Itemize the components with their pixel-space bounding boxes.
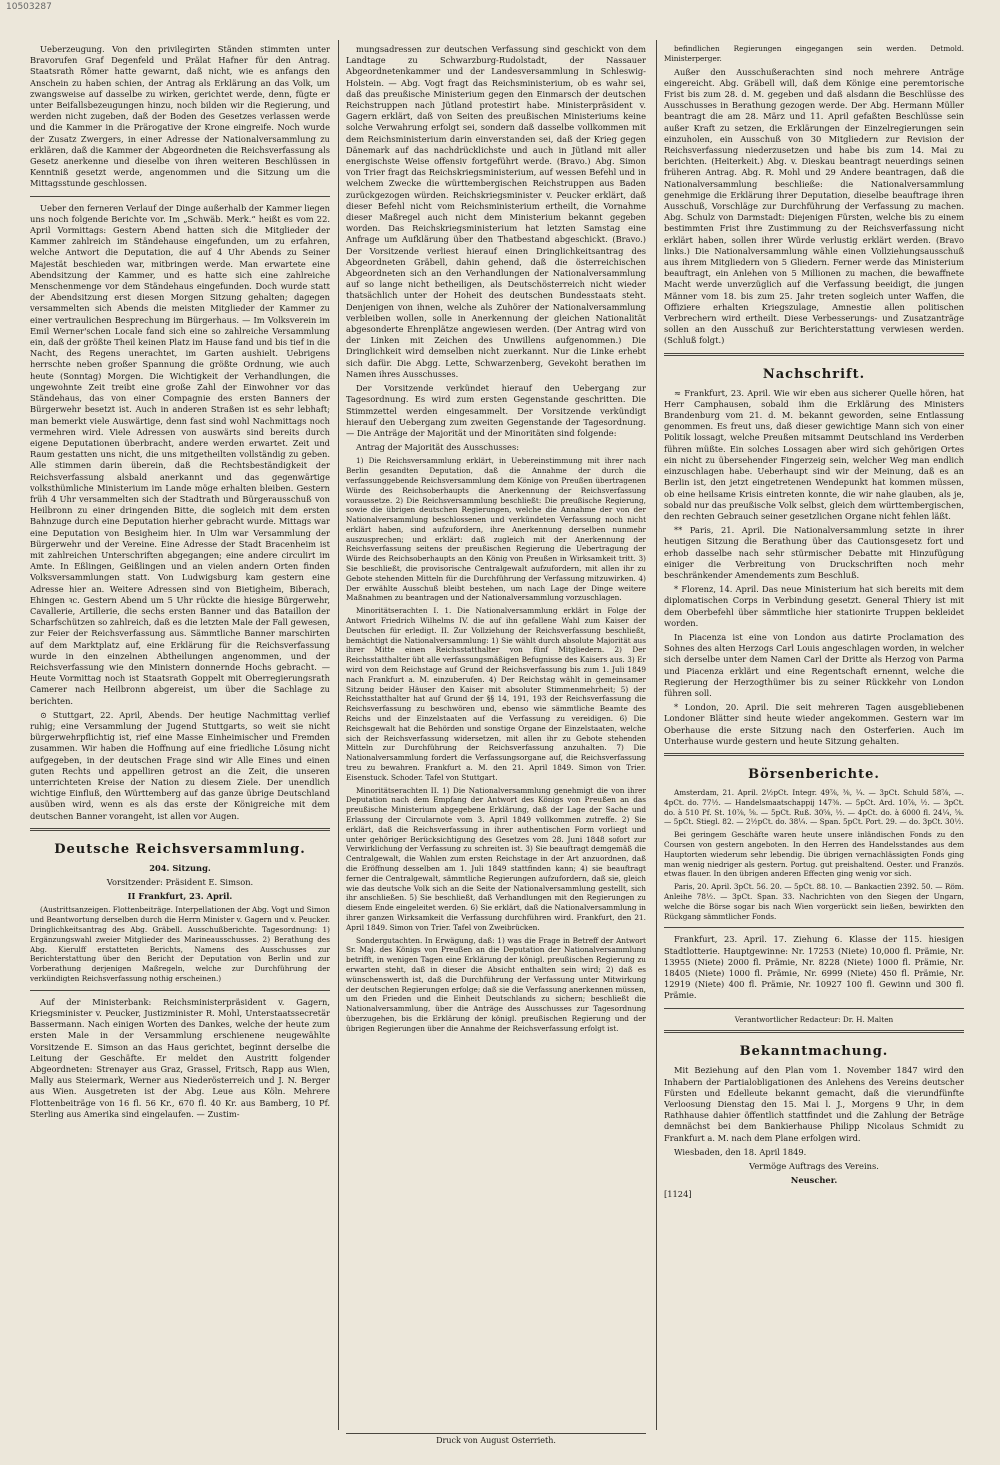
motion-text: Minoritätserachten I. 1. Die Nationalversammlung erklärt in Folge der Antwort Friedrich Wilhelms IV. die auf ihn gefallene Wahl zum Kaiser der Deutschen für erledigt. II. Zur Vollziehung der Reichsverfassung beschließt, bemächtigt die Nationalversammlung: 1) Sie wählt durch absolute Majorität aus ihrer Mitte einen Reichsstatthalter von fünf Mitgliedern. 2) Der Reichsstatthalter übt alle verfassungsmäßigen Befugnisse des Kaisers aus. 3) Er wird von dem Reichstage auf Grund der Reichsverfassung bis zum 1. Juli 1849 nach Frankfurt a. M. einzuberufen. 4) Der Reichstag wählt in gemeinsamer Sitzung beider Häuser den Kaiser mit absoluter Stimmenmehrheit; 5) der Reichsstatthalter hat auf Grund der §§ 14, 191, 193 der Reichsverfassung die Reichsverfassung zu beschwören und, ebenso wie sämmtliche Beamte des Reichs und der Einzelstaaten auf die Verfassung zu vereidigen. 6) Die Reichsgewalt hat die Behörden und sonstige Organe der Einzelstaaten, welche sich der Reichsverfassung widersetzen, mit allen ihr zu Gebote stehenden Mitteln zur Durchführung der Reichsverfassung anzuhalten. 7) Die Nationalversammlung fordert die Verfassungsorgane auf, die Reichsverfassung treu zu bewahren. Frankfurt a. M. den 21. April 1849. Simon von Trier. Eisenstuck. Schoder. Tafel von Stuttgart. (346, 606, 646, 782)
article-paragraph: Antrag der Majorität des Ausschusses: (356, 442, 520, 453)
article-paragraph: Der Vorsitzende verkündet hierauf den Uebergang zur Tagesordnung. Es wird zum ersten Gegenstande geschritten. Die Stimmzettel werden eingesammelt. Der Vorsitzende verkündigt hierauf den Uebergang zum zweiten Gegenstande der Tagesordnung. — Die Anträge der Majorität und der Minoritäten sind folgende: (346, 383, 646, 438)
article-paragraph: Außer den Ausschußerachten sind noch mehrere Anträge eingereicht. Abg. Gräbell will, daß dem Könige eine peremtorische Frist bis zum 28. d. M. gegeben und daß alsdann die Beschlüsse des Ausschusses in Berathung gezogen werde. Der Abg. Hermann Müller beantragt die am 28. März und 11. April gefaßten Beschlüsse sein außer Kraft zu setzen, die Erklärungen der Einzelregierungen sein einzuholen, ein Ausschuß von 30 Mitgliedern zur Revision der Reichsverfassung niederzusetzen und habe bis zum 14. Mai zu berichten. (Heiterkeit.) Abg. v. Dieskau beantragt neuerdings seinen früheren Antrag. Abg. R. Mohl und 29 Andere beantragen, daß die Nationalversammlung beschließe: die Nationalversammlung genehmige die Erklärung ihrer Deputation, dieselbe beauftrage ihren Ausschuß, Vorschläge zur Durchführung der Verfassung zu machen. Abg. Schulz von Darmstadt: Diejenigen Fürsten, welche bis zu einem bestimmten Frist ihre Zustimmung zu der Reichsverfassung nicht erklärt haben, sollen ihrer Würde verlustig erklärt werden. (Bravo links.) Die Nationalversammlung wähle einen Vollziehungsausschuß aus ihrem Mitgliedern von 5 Gliedern. Ferner werde das Ministerium beauftragt, ein Anlehen von 5 Millionen zu machen, die bewaffnete Macht werde unverzüglich auf die Verfassung beeidigt, die jungen Männer vom 18. bis zum 25. Jahr treten sogleich unter Waffen, die Offiziere erhalten Kriegszulage, Amnestie allen politischen Verbrechern wird ertheilt. Diese Verbesserungs- und Zusatzanträge sollen an den Ausschuß zur Berichterstattung verwiesen werden. (Schluß folgt.) (664, 66, 964, 346)
motion-text: Sondergutachten. In Erwägung, daß: 1) was die Frage in Betreff der Antwort Sr. Maj. des Königs von Preußen an die Deputation der Nationalversammlung betrifft, in wenigen Tagen eine Erklärung der königl. preußischen Regierung zu erwarten steht, daß in dieser die Absicht enthalten sein wird; 2) daß es wünschenswerth ist, daß die Durchführung der Verfassung unter Mitwirkung der deutschen Regierungen erfolge; daß sie die Verfassung anerkennen müssen, um den Frieden und die Einheit Deutschlands zu sichern; beschließt die Nationalversammlung, über die Anträge des Ausschusses zur Tagesordnung überzugehen, bis die Erklärung der königl. preußischen Regierung und der übrigen Regierungen über die Annahme der Reichsverfassung erfolgt ist. (346, 935, 646, 1033)
separator (664, 1030, 964, 1033)
president-line: Vorsitzender: Präsident E. Simson. (106, 877, 254, 888)
announcement-text: Mit Beziehung auf den Plan vom 1. November 1847 wird den Inhabern der Partialobligationen des Anlehens des Vereins deutscher Fürsten und Edelleute bekannt gemacht, daß die vierundfünfte Verloosung Dienstag den 15. Mai l. J., Morgens 9 Uhr, in dem Rathhause dahier öffentlich stattfindet und die Zahlung der Beträge demnächst bei dem Bankierhause Philipp Nicolaus Schmidt zu Frankfurt a. M. nach dem Plane erfolgen wird. (664, 1065, 964, 1143)
news-item: * London, 20. April. Die seit mehreren Tagen ausgebliebenen Londoner Blätter sind heute wieder angekommen. Gestern war im Oberhause die erste Sitzung nach den Osterferien. Auch im Unterhause wurde gestern und heute Sitzung gehalten. (664, 702, 964, 746)
dateline: II Frankfurt, 23. April. (127, 891, 233, 902)
news-item: In Piacenza ist eine von London aus datirte Proclamation des Sohnes des alten Herzogs Carl Louis angeschlagen worden, in welcher sich derselbe unter dem Namen Carl der Dritte als Herzog von Parma und Piacenza erklärt und eine Regentschaft ernennt, welche die Regierung der Herzogthümer bis zu seiner Rückkehr von London führen soll. (664, 631, 964, 698)
article-paragraph: Ueberzeugung. Von den privilegirten Ständen stimmten unter Bravorufen Graf Degenfeld und Prälat Hafner für den Antrag. Staatsrath Römer hatte gewarnt, daß nicht, wie es anfangs den Anschein zu haben schien, der Antrag als Erklärung an das Volk, um zwangsweise auf dasselbe zu wirken, gerichtet werde, denn, fügte er unter Beifallsbezeugungen hinzu, noch bilden wir die Regierung, und werden nicht zugeben, daß der Boden des Gesetzes verlassen werde und die Kammer in die Prärogative der Krone eingreife. Noch wurde der Zusatz Zwergers, in einer Adresse der Nationalversammlung zu erklären, daß die Kammer der Abgeordneten die Reichsverfassung als Gesetz anerkenne und dieselbe von ihren weiteren Beschlüssen in Kenntniß gesetzt werde, angenommen und die Sitzung um die Mittagsstunde geschlossen. (30, 44, 330, 189)
separator (664, 753, 964, 756)
article-paragraph: mungsadressen zur deutschen Verfassung sind geschickt von dem Landtage zu Schwarzburg-Rudolstadt, der Nassauer Abgeordnetenkammer und der Landesversammlung in Schleswig-Holstein. — Abg. Vogt fragt das Reichsministerium, ob es wahr sei, daß das preußische Ministerium gegen den Einmarsch der deutschen Reichstruppen nach Jütland protestirt habe. Ministerpräsident v. Gagern erklärt, daß von Seiten des preußischen Ministeriums keine solche Verwahrung erfolgt sei, sondern daß dasselbe vollkommen mit dem Reichsministerium darin einverstanden sei, daß der Krieg gegen Dänemark auf das nachdrücklichste und auch in Jütland mit aller energischste Weise offensiv fortgeführt werde. (Bravo.) Abg. Simon von Trier fragt das Reichskriegsministerium, auf wessen Befehl und in welchem Zwecke die württembergischen Reichstruppen aus Baden zurückgezogen würden. Reichskriegsminister v. Peucker erklärt, daß dieser Befehl nicht vom Reichsministerium ertheilt, die Vornahme dieser Maßregel auch nicht dem Ministerium bekannt gegeben worden. Das Reichskriegsministerium hat letzten Samstag eine Anfrage um Aufklärung über den Thatbestand abgeschickt. (Bravo.) Der Vorsitzende verliest hierauf einen Dringlichkeitsantrag des Abgeordneten Gräbell, dahin gehend, daß die österreichischen Abgeordneten sich an den Verhandlungen der Nationalversammlung auf so lange nicht betheiligen, als Deutschösterreich nicht wieder thatsächlich unter der Hoheit des deutschen Bundesstaats steht. Denjenigen von ihnen, welche als Zuhörer der Nationalversammlung verbleiben wollen, solle in Anerkennung der gleichen Nationalität abgesonderte Ehrenplätze angewiesen werden. (Der Antrag wird von der Linken mit Zeichen des Unwillens aufgenommen.) Die Dringlichkeit wird demselben nicht zuerkannt. Nur die Linke erhebt sich dafür. Die Abgg. Lette, Schwarzenberg, Gevekoht berathen im Namen ihres Ausschusses. (346, 44, 646, 379)
announcement-signature: Neuscher. (790, 1175, 838, 1186)
separator (30, 990, 330, 991)
announcement-date: Wiesbaden, den 18. April 1849. (674, 1146, 807, 1157)
announcement-signature: Vermöge Auftrags des Vereins. (749, 1160, 879, 1171)
news-item: * Florenz, 14. April. Das neue Ministerium hat sich bereits mit dem diplomatischen Corps in Verbindung gesetzt. General Thiery ist mit dem Oberbefehl über sämmtliche hier stationirte Truppen bekleidet worden. (664, 584, 964, 628)
news-item: ** Paris, 21. April. Die Nationalversammlung setzte in ihrer heutigen Sitzung die Berathung über das Cautionsgesetz fort und erhob dasselbe nach sehr stürmischer Debatte mit Hinzufügung einiger die Verbreitung von Druckschriften noch mehr beschränkender Amendements zum Beschluß. (664, 525, 964, 580)
sitting-number: 204. Sitzung. (149, 862, 211, 873)
article-paragraph: befindlichen Regierungen eingegangen sein werden. Detmold. Ministerperger. (664, 44, 964, 63)
column-1 (30, 44, 330, 1429)
separator (664, 927, 964, 928)
motion-text: 1) Die Reichsversammlung erklärt, in Uebereinstimmung mit ihrer nach Berlin gesandten Deputation, daß die Annahme der durch die verfassunggebende Reichsversammlung dem Könige von Preußen übertragenen Würde des Reichsoberhaupts die Anerkennung der Reichsverfassung voraussetze. 2) Die Reichsversammlung beschließt: Die preußische Regierung, sowie die übrigen deutschen Regierungen, welche die Annahme der von der Nationalversammlung beschlossenen und verkündeten Verfassung noch nicht erklärt haben, sind aufzufordern, ihre Anerkennung derselben nunmehr auszusprechen; und erklärt: daß zugleich mit der Anerkennung der Reichsverfassung seitens der preußischen Regierung die Uebertragung der Würde des Reichsoberhaupts an den König von Preußen in Wirksamkeit tritt. 3) Sie beschließt, die provisorische Centralgewalt aufzufordern, mit allen ihr zu Gebote stehenden Mitteln für die Durchführung der Verfassung mitzuwirken. 4) Der erwählte Ausschuß bleibt bestehen, um nach Lage der Dinge weitere Maßnahmen zu beantragen und der Nationalversammlung vorzuschlagen. (346, 456, 646, 603)
market-report: Bei geringem Geschäfte waren heute unsere inländischen Fonds zu den Coursen von gestern angeboten. In den Herren des Handelsstandes aus dem Hauptorten wiederum sehr lebendig. Die übrigen vernachlässigten Fonds ging man wenig niedriger als gestern. Portug. gut preishaltend. Oester. und Französ. etwas flauer. In den übrigen anderen Effecten ging wenig vor sich. (664, 830, 964, 879)
column-rule (656, 40, 657, 1430)
column-2 (346, 44, 646, 1429)
column-rule (338, 40, 339, 1430)
editor-line: Verantwortlicher Redacteur: Dr. H. Malten (734, 1014, 894, 1024)
separator (30, 828, 330, 831)
printer-imprint: Druck von August Osterrieth. (346, 1433, 646, 1445)
motion-text: Minoritätserachten II. 1) Die Nationalversammlung genehmigt die von ihrer Deputation nach dem Empfang der Antwort des Königs von Preußen an das preußische Ministerium abgegebene Erklärung, daß der Lage der Sache und Erlassung der Circularnote vom 3. April 1849 vollkommen zutreffe. 2) Sie erklärt, daß die Reichsverfassung in ihrer authentischen Form vorliegt und unter gehöriger Berücksichtigung des Gesetzes vom 28. Juni 1848 sofort zur Verwirklichung der Verfassung zu schreiten ist. 3) Sie beauftragt demgemäß die Centralgewalt, die Wahlen zum ersten Reichstage in der Art anzuordnen, daß die Eröffnung desselben am 1. Juli 1849 stattfinden kann; 4) sie beauftragt ferner die Centralgewalt, sämmtliche Regierungen aufzufordern, daß sie, gleich wie das deutsche Volk sich an die Seite der Nationalversammlung gestellt, sich ihr anschließen. 5) Sie beschließt, daß Verhandlungen mit den Regierungen zu diesem Ende eingeleitet werden. 6) Sie erklärt, daß die Nationalversammlung in ihrer ganzen Wirksamkeit die Verfassung durchführen wird. Frankfurt, den 21. April 1849. Simon von Trier. Tafel von Zweibrücken. (346, 785, 646, 932)
market-report: Paris, 20. April. 3pCt. 56. 20. — 5pCt. 88. 10. — Bankactien 2392. 50. — Röm. Anleihe 78½. — 3pCt. Span. 33. Nachrichten von den Siegen der Ungarn, welche die Börse sogar bis nach Wien vorgerückt sein ließen, bewirkten den Rückgang sämmtlicher Fonds. (664, 882, 964, 921)
column-3 (664, 44, 964, 1429)
section-heading: Deutsche Reichsversammlung. (54, 841, 306, 857)
market-report: Amsterdam, 21. April. 2½pCt. Integr. 49⅞, ⅜, ¼. — 3pCt. Schuld 58⅞, —. 4pCt. do. 77½. — Handelsmaatschappij 147⅜. — 5pCt. Ard. 10⅞, ½. — 3pCt. do. à 510 Pf. St. 10⅞, ⅝. — 5pCt. Ruß. 30⅝, ½. — 4pCt. do. à 6000 fl. 24¼, ⅝. — 5pCt. Stiegl. 82. — 2½pCt. do. 38¼. — Span. 5pCt. Port. 29. — do. 3pCt. 30½. (664, 787, 964, 827)
page-number: 10503287 (6, 2, 52, 12)
article-paragraph: ⊙ Stuttgart, 22. April, Abends. Der heutige Nachmittag verlief ruhig; eine Versammlung der Jugend Stuttgarts, so weit sie nicht bürgerwehrpflichtig ist, rief eine Masse Einheimischer und Fremden zusammen. Wir haben die Hoffnung auf eine friedliche Lösung nicht aufgegeben, in der deutschen Frage sind wir Alle Eines und einen guten Rechts und appelliren getrost an die Zeit, die unseren unterrichteten Kreise der Nation zu diesem Ziele. Der unendlich wichtige Einfluß, den Württemberg auf das ganze übrige Deutschland ausüben wird, wenn es als das erste der Königreiche mit dem deutschen Banner vorangeht, ist allen vor Augen. (30, 709, 330, 821)
separator (664, 1008, 964, 1009)
article-paragraph: Auf der Ministerbank: Reichsministerpräsident v. Gagern, Kriegsminister v. Peucker, Justizminister R. Mohl, Unterstaatssecretär Bassermann. Nach einigen Worten des Dankes, welche der heute zum ersten Male in der Versammlung erschienene neugewählte Vorsitzende E. Simson an das Haus gerichtet, beginnt derselbe die Leitung der Geschäfte. Er meldet den Austritt folgender Abgeordneten: Strenayer aus Graz, Grassel, Fritsch, Rapp aus Wien, Mally aus Steiermark, Werner aus Niederösterreich und J. N. Berger aus Wien. Ausgetreten ist der Abg. Leue aus Köln. Mehrere Flottenbeiträge von 16 fl. 56 Kr., 670 fl. 40 Kr. aus Bamberg, 10 Pf. Sterling aus Amerika sind eingelaufen. — Zustim- (30, 996, 330, 1119)
section-heading: Bekanntmachung. (739, 1044, 889, 1060)
separator (664, 353, 964, 356)
announcement-number: [1124] (664, 1189, 692, 1200)
separator (30, 196, 330, 197)
session-summary: (Austrittsanzeigen. Flottenbeiträge. Interpellationen der Abg. Vogt und Simon und Beantwortung derselben durch die Herrn Minister v. Gagern und v. Peucker. Dringlichkeitsantrag des Abg. Gräbell. Ausschußberichte. Tagesordnung: 1) Ergänzungswahl zweier Mitglieder des Marineausschusses. 2) Berathung des Abg. Kierulff erstatteten Berichts, Namens des Ausschusses zur Berichterstattung über den Bericht der Deputation von Berlin und zur Vorberathung derjenigen Maßregeln, welche zur Durchführung der verkündigten Reichsverfassung nothig erscheinen.) (30, 905, 330, 983)
article-paragraph: Ueber den ferneren Verlauf der Dinge außerhalb der Kammer liegen uns noch folgende Berichte vor. Im „Schwäb. Merk.“ heißt es vom 22. April Vormittags: Gestern Abend hatten sich die Mitglieder der Kammer zahlreich im Ständehause eingefunden, um zu erfahren, welche Antwort die Deputation, die auf 4 Uhr Abends zu Seiner Majestät beschieden war, mitbringen werde. Man erwartete eine Abendsitzung der Kammer, und es hatte sich eine zahlreiche Menschenmenge vor dem Ständehaus eingefunden. Doch wurde statt der Abendsitzung erst diesen Morgen Sitzung gehalten; dagegen versammelten sich Abends die meisten Mitglieder der Kammer zu einer vertraulichen Besprechung im Bürgerhaus. — Im Volksverein im Emil Werner'schen Locale fand sich eine so zahlreiche Versammlung ein, daß der größte Theil keinen Platz im Hause fand und bis tief in die Nacht, des Regens unerachtet, im Garten aushielt. Uebrigens herrschte neben großer Spannung die größte Ordnung, wie auch heute (Sonntag) Morgen. Die Wichtigkeit der Verhandlungen, die ungewohnte Zeit treibt eine große Zahl der Einwohner vor das Ständehaus, das von einer Compagnie des ersten Banners der Bürgerwehr besetzt ist. Auch in anderen Straßen ist es sehr lebhaft; man bemerkt viele Auswärtige, denn fast sind wohl Nachmittags noch vermehren wird. Viele Adressen von auswärts sind bereits durch eigene Deputationen überbracht, andere werden erwartet. Zeit und Raum gestatten uns nicht, die uns mitgetheilten vollständig zu geben. Alle stimmen darin überein, daß die Rechtsbeständigkeit der Reichsverfassung alsbald anerkannt und das gegenwärtige volksthümliche Ministerium im Lande möge erhalten bleiben. Gestern früh 4 Uhr versammelten sich der Stadtrath und Bürgerausschuß von Heilbronn zu einer dringenden Bitte, die sogleich mit dem ersten Bahnzuge durch eine Deputation hierher gebracht wurde. Mittags war eine Deputation von Besigheim hier. In Ulm war Versammlung der Bürgerwehr und der Vereine. Eine Adresse der Stadt Bracenheim ist mit zahlreichen Unterschriften abgegangen; eine andere circulirt im Amte. In Eßlingen, Geißlingen und an vielen andern Orten finden Volksversammlungen statt. Von Ludwigsburg kam gestern eine Adresse hier an. Weitere Adressen sind von Bietigheim, Biberach, Ehingen ꝛc. Gestern Abend um 5 Uhr rückte die hiesige Bürgerwehr, Cavallerie, Artillerie, die sechs ersten Banner und das Bataillon der Scharfschützen so zahlreich, daß es die letzten Male der Fall gewesen, zur Feier der Reichsverfassung aus. Sämmtliche Banner marschirten auf dem Marktplatz auf, eine Erklärung für die Reichsverfassung wurde in den einzelnen Abtheilungen angenommen, und der Reichsverfassung wie den Ministern donnernde Hochs gebracht. — Heute Vormittag noch ist Staatsrath Goppelt mit Oberregierungsrath Camerer nach Heilbronn abgereist, um über die Sachlage zu berichten. (30, 202, 330, 706)
section-heading: Börsenberichte. (748, 766, 880, 782)
news-item: ≈ Frankfurt, 23. April. Wie wir eben aus sicherer Quelle hören, hat Herr Camphausen, sobald ihm die Erklärung des Ministers Brandenburg vom 21. d. M. bekannt geworden, seine Entlassung genommen. Es freut uns, daß dieser gewichtige Mann sich von einer Politik lossagt, welche Preußen mitsammt Deutschland ins Verderben führen müßte. Ein solches Lossagen aber wird sich gehörigen Ortes ein nicht zu übersehender Fingerzeig sein, welcher Weg man endlich einzuschlagen habe. Ueberhaupt sind wir der Meinung, daß es an Berlin ist, den jetzt eingetretenen Wendepunkt hat kommen müssen, ob eine heilsame Krisis eintreten konnte, die wir nahe glauben, als je, sobald nur das preußische Volk selbst, gleich dem württembergischen, den rechten Gebrauch seiner gesetzlichen Organe nicht fehlen läßt. (664, 387, 964, 521)
section-heading: Nachschrift. (762, 366, 866, 382)
lottery-report: Frankfurt, 23. April. 17. Ziehung 6. Klasse der 115. hiesigen Stadtlotterie. Hauptgewinne: Nr. 17253 (Niete) 10,000 fl. Prämie, Nr. 13955 (Niete) 2000 fl. Prämie, Nr. 8228 (Niete) 1000 fl. Prämie, Nr. 18405 (Niete) 1000 fl. Prämie, Nr. 6999 (Niete) 450 fl. Prämie, Nr. 12919 (Niete) 400 fl. Prämie, Nr. 10927 100 fl. Gewinn und 300 fl. Prämie. (664, 934, 964, 1001)
